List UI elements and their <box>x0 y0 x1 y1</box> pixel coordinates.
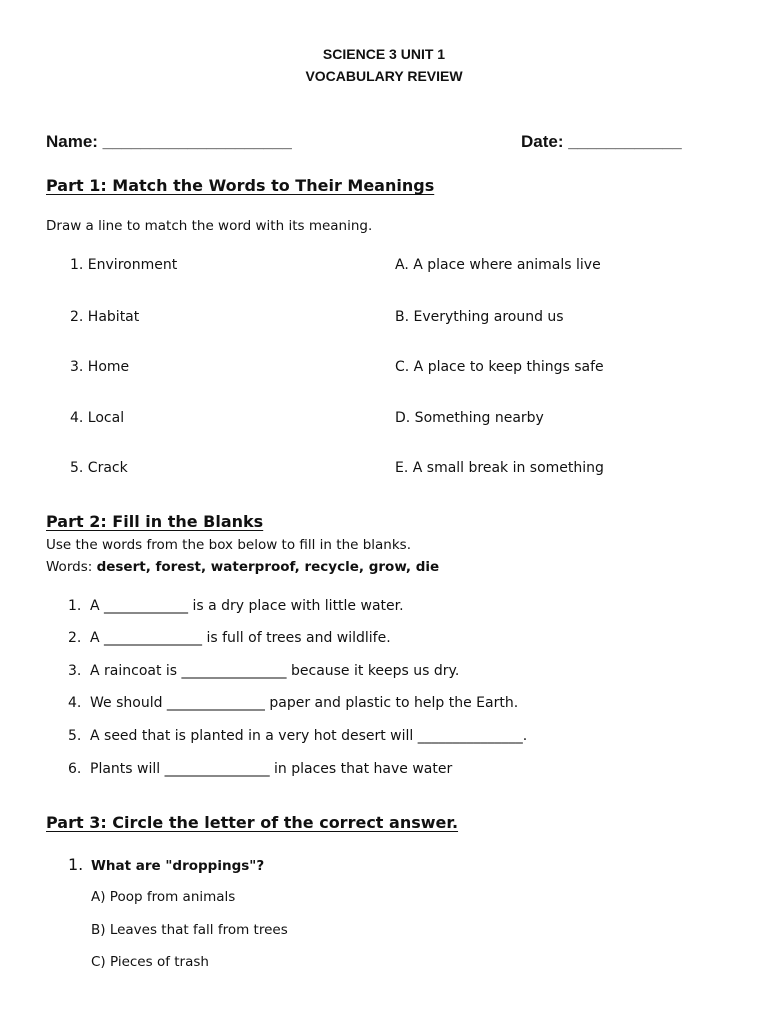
item-text: A raincoat is _______________ because it keeps us dry. <box>90 663 460 679</box>
part1-instructions: Draw a line to match the word with its meaning. <box>46 218 373 234</box>
list-item <box>68 728 527 744</box>
answer-option: C) Pieces of trash <box>91 954 209 970</box>
answer-option: A) Poop from animals <box>91 889 236 905</box>
item-number: 5. <box>68 728 82 744</box>
question-text: What are "droppings"? <box>91 858 265 874</box>
word-bank-list: desert, forest, waterproof, recycle, grow, die <box>96 559 440 575</box>
list-item <box>68 663 459 679</box>
word-bank-label: Words: <box>46 559 97 575</box>
item-text: A ______________ is full of trees and wildlife. <box>90 630 391 646</box>
match-meaning: B. Everything around us <box>395 309 564 325</box>
list-item <box>68 761 452 777</box>
list-item <box>68 630 391 646</box>
item-number: 1. <box>68 598 82 614</box>
answer-option: B) Leaves that fall from trees <box>91 922 288 938</box>
item-number: 6. <box>68 761 82 777</box>
part2-heading: Part 2: Fill in the Blanks <box>46 512 264 531</box>
worksheet-title-line2: VOCABULARY REVIEW <box>305 68 463 84</box>
match-meaning: E. A small break in something <box>395 460 604 476</box>
part1-heading: Part 1: Match the Words to Their Meanings <box>46 176 435 195</box>
name-field: Name: ____________________ <box>46 132 292 151</box>
part2-instructions: Use the words from the box below to fill in the blanks. <box>46 537 412 553</box>
item-number: 4. <box>68 695 82 711</box>
worksheet-title-line1: SCIENCE 3 UNIT 1 <box>322 46 446 62</box>
part3-heading: Part 3: Circle the letter of the correct answer. <box>46 813 459 832</box>
item-text: We should ______________ paper and plastic to help the Earth. <box>90 695 519 711</box>
word-bank <box>46 559 439 575</box>
match-meaning: D. Something nearby <box>395 410 544 426</box>
match-word: 4. Local <box>70 410 125 426</box>
question-number: 1. <box>68 855 84 874</box>
match-word: 2. Habitat <box>70 309 140 325</box>
item-text: A ____________ is a dry place with little water. <box>90 598 404 614</box>
list-item <box>68 695 518 711</box>
item-text: Plants will _______________ in places that have water <box>90 761 453 777</box>
item-text: A seed that is planted in a very hot desert will _______________. <box>90 728 528 744</box>
match-word: 5. Crack <box>70 460 128 476</box>
item-number: 2. <box>68 630 82 646</box>
match-word: 3. Home <box>70 359 130 375</box>
item-number: 3. <box>68 663 82 679</box>
match-meaning: C. A place to keep things safe <box>395 359 604 375</box>
date-field: Date: ____________ <box>521 132 682 151</box>
match-word: 1. Environment <box>70 257 178 273</box>
match-meaning: A. A place where animals live <box>395 257 601 273</box>
list-item <box>68 598 404 614</box>
